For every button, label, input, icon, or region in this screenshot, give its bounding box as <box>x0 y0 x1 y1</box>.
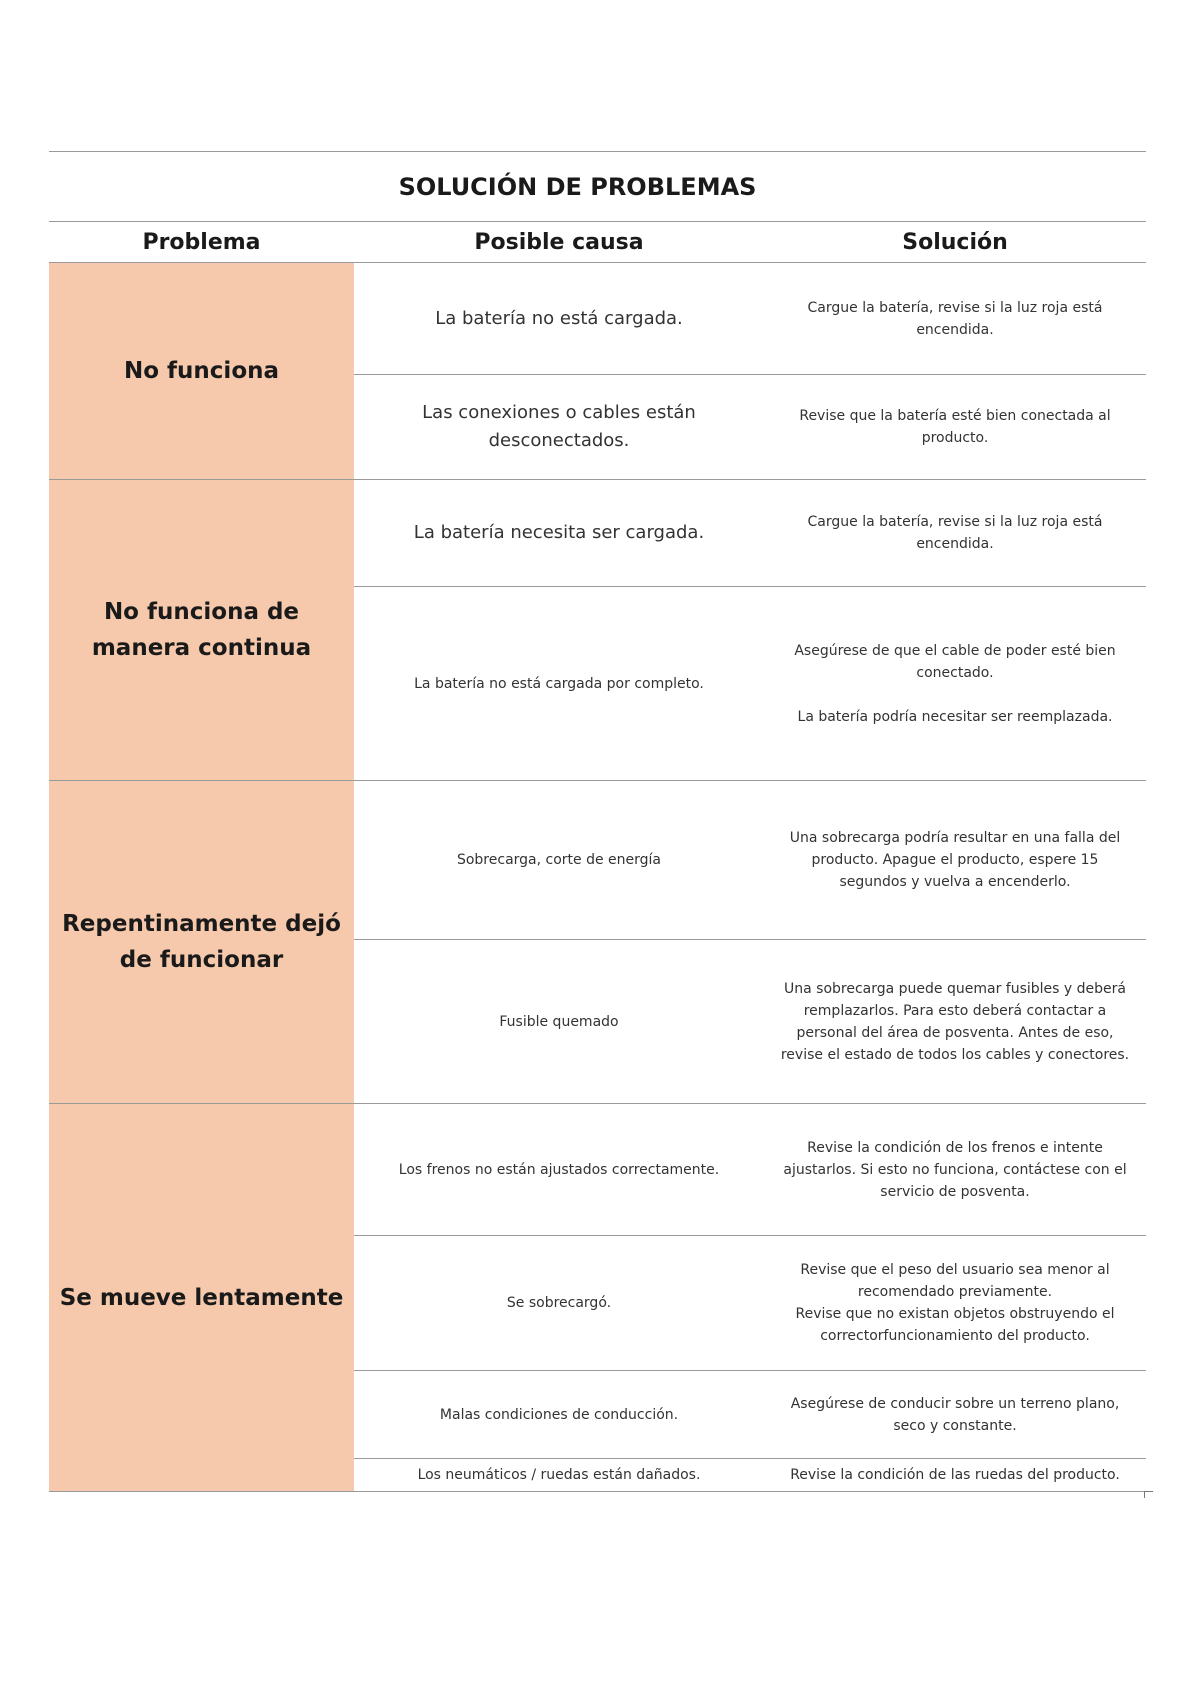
solution-cell: Asegúrese de conducir sobre un terreno plano, seco y constante. <box>790 1395 1120 1434</box>
problem-group-dejo-de-funcionar <box>49 781 1146 1104</box>
table-row <box>354 263 1146 375</box>
header-problem: Problema <box>142 229 261 255</box>
header-cause: Posible causa <box>474 229 644 255</box>
cause-cell: Se sobrecargó. <box>506 1295 612 1311</box>
solution-cell: Cargue la batería, revise si la luz roja está encendida. <box>807 299 1103 338</box>
cause-cell: La batería necesita ser cargada. <box>413 522 705 543</box>
cause-cell: La batería no está cargada. <box>435 307 683 329</box>
header-solution: Solución <box>902 229 1008 255</box>
problem-group-no-funciona <box>49 263 1146 480</box>
table-row <box>354 375 1146 479</box>
problem-cell: Repentinamente dejó de funcionar <box>49 781 354 1103</box>
solution-cell: Asegúrese de que el cable de poder esté bien conectado. La batería podría necesitar ser reemplazada. <box>794 642 1116 725</box>
table-row <box>354 1459 1146 1491</box>
cause-cell: Los frenos no están ajustados correctamente. <box>398 1161 720 1178</box>
problem-group-no-funciona-continua <box>49 480 1146 781</box>
cause-cell: Fusible quemado <box>499 1013 619 1030</box>
table-row <box>354 940 1146 1103</box>
solution-cell: Revise la condición de los frenos e intente ajustarlos. Si esto no funciona, contáctese con el servicio de posventa. <box>783 1139 1127 1200</box>
page-title: SOLUCIÓN DE PROBLEMAS <box>398 172 757 201</box>
table-row <box>354 1104 1146 1236</box>
table-header <box>49 222 1146 263</box>
solution-cell: Revise que la batería esté bien conectada al producto. <box>799 408 1111 446</box>
solution-cell: Una sobrecarga podría resultar en una falla del producto. Apague el producto, espere 15 segundos y vuelva a encenderlo. <box>789 830 1121 890</box>
cause-cell: Malas condiciones de conducción. <box>439 1406 679 1423</box>
table-row <box>354 781 1146 940</box>
solution-cell: Cargue la batería, revise si la luz roja está encendida. <box>807 514 1103 552</box>
problem-cell: No funciona <box>49 263 354 479</box>
troubleshooting-table <box>49 151 1146 1492</box>
table-resize-handle[interactable] <box>1144 1491 1153 1498</box>
solution-cell: Revise que el peso del usuario sea menor al recomendado previamente. Revise que no existan objetos obstruyendo el correctorfuncionamiento del producto. <box>795 1262 1115 1344</box>
table-row <box>354 1371 1146 1459</box>
solution-cell: Revise la condición de las ruedas del producto. <box>790 1467 1120 1483</box>
cause-cell: Sobrecarga, corte de energía <box>456 852 662 868</box>
title-row <box>49 151 1146 222</box>
problem-cell: Se mueve lentamente <box>49 1104 354 1491</box>
problem-cell: No funciona de manera continua <box>49 480 354 780</box>
problem-group-se-mueve-lentamente <box>49 1104 1146 1492</box>
table-row <box>354 1236 1146 1371</box>
cause-cell: Las conexiones o cables están desconectados. <box>422 402 696 451</box>
table-row <box>354 480 1146 587</box>
table-row <box>354 587 1146 780</box>
cause-cell: La batería no está cargada por completo. <box>414 675 704 692</box>
cause-cell: Los neumáticos / ruedas están dañados. <box>417 1467 701 1483</box>
solution-cell: Una sobrecarga puede quemar fusibles y deberá remplazarlos. Para esto deberá contactar a personal del área de posventa. Antes de eso, revise el estado de todos los cables y conectores. <box>780 980 1130 1063</box>
